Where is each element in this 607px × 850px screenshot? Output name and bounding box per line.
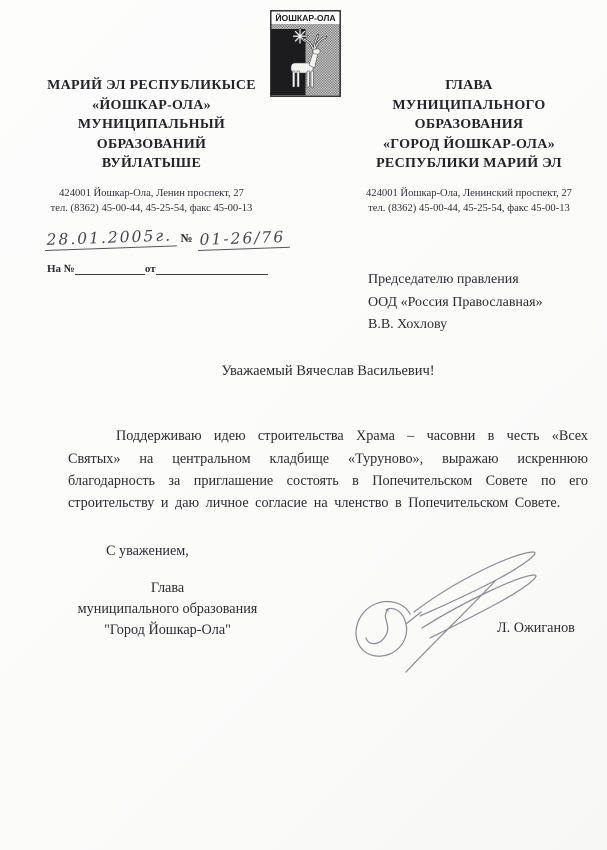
org-line: МУНИЦИПАЛЬНОГО (392, 97, 546, 113)
org-line: «ЙОШКАР-ОЛА» (92, 97, 211, 113)
signer-title-block (40, 578, 295, 641)
reply-reference-line (47, 263, 268, 275)
address-line: 424001 Йошкар-Ола, Ленинский проспект, 27 (366, 188, 572, 199)
letter-body: Поддерживаю идею строительства Храма – часовни в честь «Всех Святых» на центральном кладбище «Туруново», выражаю искреннюю благодарность за приглашение состоять в Попечительском Совете по его строительству и даю личное согласие на членство в Попечительском Совете. (68, 428, 588, 512)
org-line: ГЛАВА (445, 78, 493, 93)
addressee-line: Председателю правления (368, 272, 519, 287)
signer-title-line: "Город Йошкар-Ола" (104, 622, 231, 638)
org-name-mari (8, 76, 295, 174)
emblem-checker-band (272, 24, 340, 29)
org-name-russian (343, 76, 595, 174)
number-sign: № (180, 231, 193, 245)
org-line: ВУЙЛАТЫШЕ (101, 156, 202, 171)
address-line: тел. (8362) 45-00-44, 45-25-54, факс 45-00-13 (50, 203, 253, 214)
reply-from-label: от (144, 263, 156, 275)
handwritten-number: 01-26/76 (197, 228, 289, 251)
reference-line (45, 226, 305, 261)
signer-title-line: муниципального образования (77, 601, 258, 617)
address-left (8, 186, 295, 216)
salutation: Уважаемый Вячеслав Васильевич! (221, 363, 435, 379)
org-line: МАРИЙ ЭЛ РЕСПУБЛИКЫСЕ (47, 78, 256, 93)
address-line: 424001 Йошкар-Ола, Ленин проспект, 27 (59, 188, 244, 199)
handwritten-signature (348, 548, 548, 673)
org-line: «ГОРОД ЙОШКАР-ОЛА» (382, 136, 555, 152)
addressee-line: ООД «Россия Православная» (368, 294, 543, 310)
snowflake-icon (294, 30, 307, 44)
signer-name: Л. Ожиганов (497, 620, 575, 636)
blank-line (156, 263, 268, 275)
org-line: ОБРАЗОВАНИЯ (414, 117, 524, 132)
addressee-block (368, 269, 543, 337)
closing-regards: С уважением, (106, 543, 189, 559)
emblem-city-name: ЙОШКАР-ОЛА (275, 13, 336, 23)
org-line: МУНИЦИПАЛЬНЫЙ (77, 117, 226, 132)
handwritten-date: 28.01.2005г. (44, 226, 176, 251)
signature-strokes (348, 548, 548, 673)
address-right (338, 186, 600, 216)
reply-prefix: На № (47, 263, 75, 275)
org-line: ОБРАЗОВАНИЙ (96, 136, 207, 152)
signer-title-line: Глава (150, 580, 185, 596)
blank-line (75, 263, 145, 275)
address-line: тел. (8362) 45-00-44, 45-25-54, факс 45-00-13 (368, 203, 570, 214)
org-line: РЕСПУБЛИКИ МАРИЙ ЭЛ (376, 156, 562, 171)
addressee-line: В.В. Хохлову (368, 317, 448, 332)
